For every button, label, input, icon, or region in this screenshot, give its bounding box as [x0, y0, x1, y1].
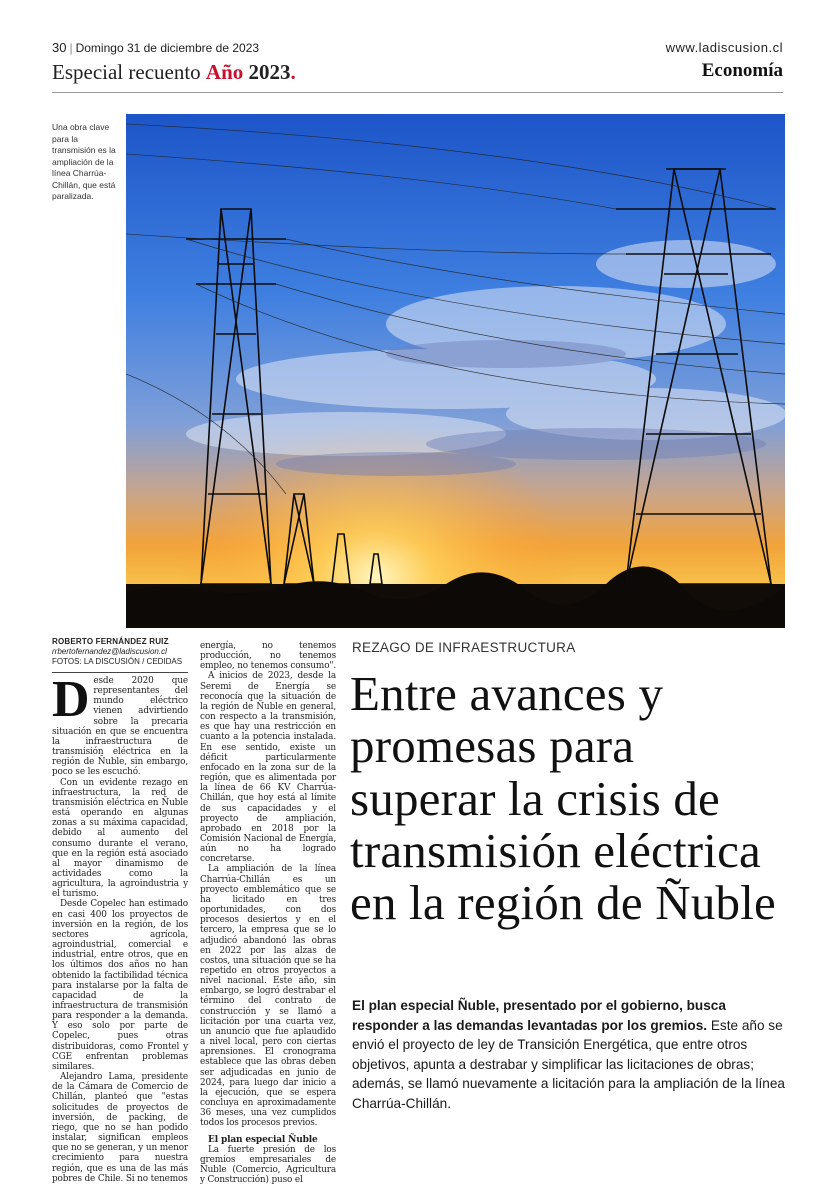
special-year-number: 2023	[248, 60, 291, 84]
drop-cap: D	[52, 671, 90, 728]
paragraph: A inicios de 2023, desde la Seremi de Energía se reconocía que la situación de la región de Ñuble en general, con respecto a la transmisión, es que hay una restricción en cuanto a la potencia instalada. En ese sentido, existe un déficit particularmente enfocado en la zona sur de la región, que es alimentada por la línea de 66 KV Charrúa-Chillán, que hoy está al límite de sus capacidades y el proyecto de ampliación, aprobado en 2018 por la Comisión Nacional de Energía, aún no ha logrado concretarse.	[200, 671, 336, 865]
article-kicker: REZAGO DE INFRAESTRUCTURA	[352, 640, 576, 655]
special-dot: .	[290, 60, 296, 84]
lead-text: Este año se envió el proyecto de ley de Transición Energética, que entre otros objetivos, apunta a destrabar y simplificar las licitaciones de obras; además, se llamó nuevamente a licitación para la ampliación de la línea Charrúa-Chillán.	[352, 1017, 785, 1111]
issue-date: Domingo 31 de diciembre de 2023	[75, 41, 260, 55]
author-name: ROBERTO FERNÁNDEZ RUIZ	[52, 637, 169, 646]
header-rule	[52, 92, 783, 93]
subheading: El plan especial Ñuble	[208, 1134, 318, 1145]
byline	[52, 637, 188, 673]
website-link[interactable]: www.ladiscusion.cl	[665, 40, 783, 55]
article-lead	[352, 996, 788, 1113]
page-folio	[52, 40, 259, 55]
special-prefix: Especial recuento	[52, 60, 201, 84]
paragraph: Alejandro Lama, presidente de la Cámara de Comercio de Chillán, planteó que "estas solicitudes de proyectos de inversión, de packing, de riego, que no se han podido instalar, significan empleos que no se generan, y un menor crecimiento para nuestra región, que es una de las más pobres de Chile. Si no tenemos	[52, 1072, 188, 1184]
paragraph: La ampliación de la línea Charrúa-Chillán es un proyecto emblemático que se ha licitado en tres oportunidades, con dos procesos desiertos y en el tercero, la empresa que se lo adjudicó abandonó las obras en 2022 por las alzas de costos, una situación que se ha repetido en otros proyectos a nivel nacional. Este año, sin embargo, se logró destrabar el término del contrato de construcción y se llamó a licitación por una cuarta vez, un anuncio que fue aplaudido a nivel local, pero con ciertas aprensiones. El cronograma establece que las obras deben ser adjudicadas en junio de 2024, para luego dar inicio a la ejecución, que se espera concluya en aproximadamente 36 meses, una vez cumplidos todos los procesos previos.	[200, 864, 336, 1129]
photo-caption: Una obra clave para la transmisión es la ampliación de la línea Charrúa-Chillán, que está paralizada.	[52, 122, 116, 201]
article-column-2	[200, 641, 336, 1185]
page-number: 30	[52, 40, 67, 55]
paragraph: Con un evidente rezago en infraestructura, la red de transmisión eléctrica en Ñuble está operando en algunas zonas a su máxima capacidad, debido al aumento del consumo durante el verano, que en la región está asociado al mayor dinamismo de actividades como la agricultura, la agroindustria y el turismo.	[52, 777, 188, 900]
folio-separator: |	[69, 41, 73, 55]
article-photo	[126, 114, 785, 628]
paragraph: La fuerte presión de los gremios empresariales de Ñuble (Comercio, Agricultura y Construcción) puso el	[200, 1144, 336, 1185]
lead-bold: El plan especial Ñuble, presentado por el gobierno, busca responder a las demandas levantadas por los gremios.	[352, 998, 726, 1033]
photo-credit: FOTOS: LA DISCUSIÓN / CEDIDAS	[52, 657, 183, 666]
paragraph: energía, no tenemos producción, no tenemos empleo, no tenemos consumo".	[200, 641, 336, 672]
power-towers-sunset-illustration	[126, 114, 785, 628]
author-email[interactable]: rrbertofernandez@ladiscusion.cl	[52, 647, 167, 656]
article-column-1	[52, 671, 188, 1184]
section-name: Economía	[701, 60, 783, 81]
special-section-title	[52, 60, 296, 85]
article-headline: Entre avances y promesas para superar la crisis de transmisión eléctrica en la región de Ñuble	[350, 666, 776, 931]
paragraph	[52, 671, 188, 778]
special-year-word: Año	[205, 60, 244, 84]
paragraph: Desde Copelec han estimado en casi 400 los proyectos de inversión en la región, de los sectores agrícola, agroindustrial, comercial e industrial, entre otros, que en los últimos dos años no han obtenido la factibilidad técnica para instalarse por la falta de capacidad de la infraestructura de transmisión para responder a la demanda. Y eso solo por parte de Copelec, pues otras distribuidoras, como Frontel y CGE enfrentan problemas similares.	[52, 899, 188, 1072]
paragraph-text: esde 2020 que representantes del mundo eléctrico vienen advirtiendo sobre la precaria situación en que se encuentra la infraestructura de transmisión eléctrica en la región de Ñuble, sin embargo, poco se les escuchó.	[52, 676, 188, 778]
